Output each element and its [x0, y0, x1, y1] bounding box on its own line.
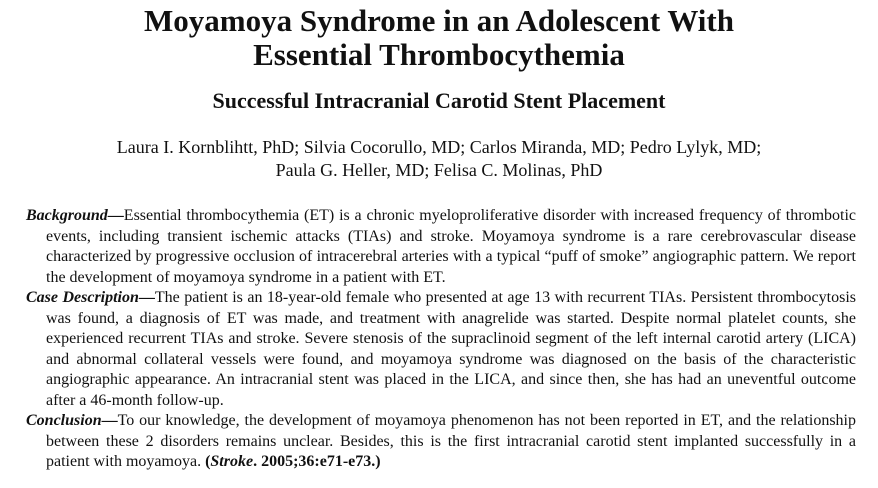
citation-journal: Stroke: [210, 453, 254, 470]
citation-open: (: [205, 453, 211, 470]
title-line-1: Moyamoya Syndrome in an Adolescent With: [144, 3, 734, 38]
citation-details: . 2005;36:e71-e73.): [253, 453, 381, 470]
abstract-case-description: [26, 288, 856, 411]
abstract: [26, 206, 856, 473]
article-subtitle: Successful Intracranial Carotid Stent Placement: [212, 88, 666, 113]
conclusion-text: To our knowledge, the development of moyamoya phenomenon has not been reported in ET, and the relationship between these 2 disorders remains unclear. Besides, this is the first intracranial carotid stent implanted successfully in a patient with moyamoya.: [46, 412, 856, 470]
conclusion-separator: —: [101, 412, 118, 429]
citation: [205, 453, 381, 470]
case-text: The patient is an 18-year-old female who presented at age 13 with recurrent TIAs. Persistent thrombocytosis was found, a diagnosis of ET was made, and treatment with anagrelide was started. Despite normal platelet counts, she experienced recurrent TIAs and stroke. Severe stenosis of the supraclinoid segment of the left internal carotid artery (LICA) and abnormal collateral vessels were found, and moyamoya syndrome was diagnosed on the basis of the characteristic angiographic appearance. An intracranial stent was placed in the LICA, and since then, she has had an uneventful outcome after a 46-month follow-up.: [46, 289, 856, 409]
background-separator: —: [107, 207, 124, 224]
abstract-background: [26, 206, 856, 288]
case-heading: Case Description: [26, 289, 139, 306]
authors-line-1: Laura I. Kornblihtt, PhD; Silvia Cocorullo, MD; Carlos Miranda, MD; Pedro Lylyk, MD;: [116, 137, 762, 157]
background-text: Essential thrombocythemia (ET) is a chronic myeloproliferative disorder with increased frequency of thrombotic events, including transient ischemic attacks (TIAs) and stroke. Moyamoya syndrome is a rare cerebrovascular disease characterized by progressive occlusion of intracerebral arteries with a typical “puff of smoke” angiographic pattern. We report the development of moyamoya syndrome in a patient with ET.: [46, 207, 856, 286]
author-list: [0, 136, 878, 182]
conclusion-heading: Conclusion: [26, 412, 102, 429]
authors-line-2: Paula G. Heller, MD; Felisa C. Molinas, PhD: [275, 160, 603, 180]
abstract-conclusion: [26, 411, 856, 473]
article-title: [0, 4, 878, 72]
title-line-2: Essential Thrombocythemia: [253, 37, 625, 72]
case-separator: —: [138, 289, 155, 306]
background-heading: Background: [26, 207, 108, 224]
